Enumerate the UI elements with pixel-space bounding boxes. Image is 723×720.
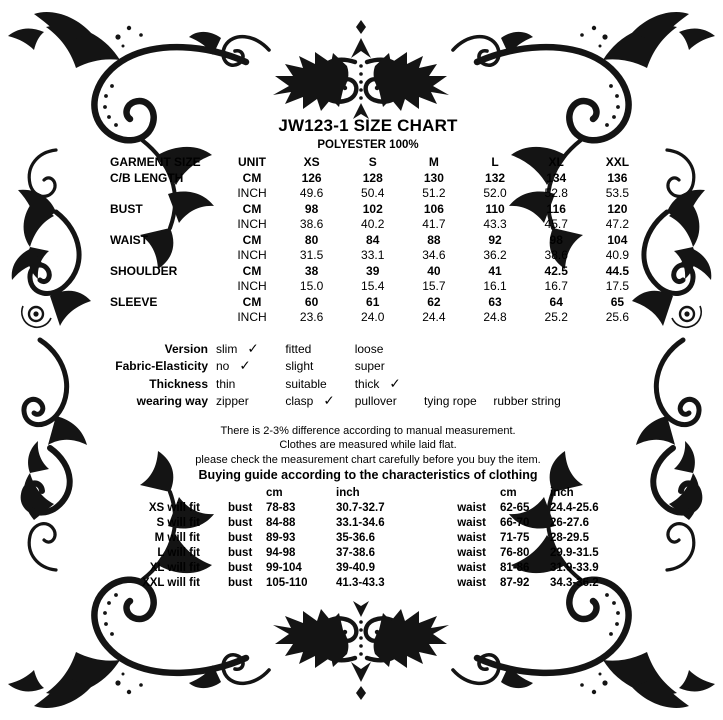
measurement-label: SHOULDER xyxy=(110,263,178,278)
size-table-row xyxy=(88,264,648,280)
check-mark: ✓ xyxy=(389,375,401,391)
unit-cell: INCH xyxy=(237,186,267,200)
bust-label: bust xyxy=(228,547,253,559)
option-label: pullover xyxy=(354,394,397,408)
waist-label: waist xyxy=(457,517,486,529)
check-mark: ✓ xyxy=(247,340,259,356)
value-cell-xl: 45.7 xyxy=(544,217,568,231)
measurement-label: SLEEVE xyxy=(110,294,158,309)
value-cell-s: 33.1 xyxy=(361,248,385,262)
waist-cm-range: 66-70 xyxy=(500,517,530,529)
characteristic-option xyxy=(355,340,421,359)
value-cell-s: 15.4 xyxy=(361,279,385,293)
waist-cm-range: 62-65 xyxy=(500,502,530,514)
characteristic-row xyxy=(88,375,648,393)
value-cell-xl: 52.8 xyxy=(544,186,568,200)
bust-cm-range: 89-93 xyxy=(266,532,296,544)
empty-cell xyxy=(416,486,494,501)
characteristic-option xyxy=(285,357,351,376)
fit-size-label: XXL will fit xyxy=(142,577,200,589)
chart-content xyxy=(88,116,648,591)
option-label: slight xyxy=(285,359,314,373)
value-cell-xs: 23.6 xyxy=(299,310,324,324)
waist-label: waist xyxy=(457,502,486,514)
characteristic-row xyxy=(88,392,648,410)
waist-cm-range: 71-75 xyxy=(500,532,530,544)
check-mark: ✓ xyxy=(239,358,251,373)
bust-label: bust xyxy=(228,517,253,529)
bust-inch-range: 37-38.6 xyxy=(336,547,376,559)
measurement-label xyxy=(88,186,223,202)
col-header-m: M xyxy=(428,155,439,169)
characteristic-options xyxy=(216,357,421,376)
value-cell-xs: 38 xyxy=(304,263,319,278)
characteristic-label: Fabric-Elasticity xyxy=(115,359,208,373)
empty-cell xyxy=(206,486,252,501)
value-cell-l: 43.3 xyxy=(483,217,507,231)
measurement-label xyxy=(88,248,223,264)
value-cell-m: 24.4 xyxy=(422,310,446,324)
bust-label: bust xyxy=(228,562,253,574)
measurement-label xyxy=(88,279,223,295)
value-cell-xs: 38.6 xyxy=(299,217,324,231)
value-cell-xxl: 40.9 xyxy=(605,248,630,262)
value-cell-s: 40.2 xyxy=(361,217,385,231)
option-label: rubber string xyxy=(493,394,561,408)
option-label: no xyxy=(216,359,230,373)
size-table-row xyxy=(88,310,648,326)
size-table-row xyxy=(88,279,648,295)
value-cell-s: 39 xyxy=(366,263,380,278)
value-cell-xl: 98 xyxy=(549,232,563,247)
unit-cell: INCH xyxy=(237,248,267,262)
value-cell-m: 40 xyxy=(427,263,441,278)
option-label: slim xyxy=(216,341,238,356)
value-cell-xs: 126 xyxy=(301,170,322,185)
empty-cell xyxy=(88,486,206,501)
characteristic-option xyxy=(355,392,421,411)
value-cell-l: 52.0 xyxy=(483,186,507,200)
page-title: JW123-1 SIZE CHART xyxy=(278,116,458,135)
value-cell-m: 106 xyxy=(423,201,444,216)
col-header-unit: UNIT xyxy=(238,155,266,169)
waist-inch-range: 29.9-31.5 xyxy=(550,547,599,559)
bust-cm-header: cm xyxy=(266,487,283,499)
value-cell-xs: 49.6 xyxy=(299,186,324,200)
bust-label: bust xyxy=(228,502,253,514)
waist-cm-header: cm xyxy=(500,487,517,499)
col-header-garment-size: GARMENT SIZE xyxy=(110,155,201,169)
check-mark: ✓ xyxy=(323,393,335,408)
fit-size-label: XL will fit xyxy=(149,562,200,574)
size-table-row xyxy=(88,186,648,202)
value-cell-s: 128 xyxy=(362,170,383,185)
characteristic-options xyxy=(216,340,421,359)
size-table-row xyxy=(88,248,648,264)
value-cell-s: 61 xyxy=(366,294,380,309)
value-cell-s: 84 xyxy=(366,232,380,247)
value-cell-l: 63 xyxy=(488,294,502,309)
waist-label: waist xyxy=(457,547,486,559)
bust-cm-range: 105-110 xyxy=(266,577,308,589)
characteristic-option xyxy=(355,357,421,376)
value-cell-xs: 31.5 xyxy=(299,248,324,262)
size-table-row xyxy=(88,171,648,187)
waist-inch-range: 31.9-33.9 xyxy=(550,562,599,574)
buying-guide-title: Buying guide according to the characteristics of clothing xyxy=(198,468,538,482)
value-cell-xxl: 65 xyxy=(610,294,625,309)
option-label: suitable xyxy=(285,376,327,391)
value-cell-xxl: 17.5 xyxy=(605,279,630,293)
value-cell-l: 24.8 xyxy=(483,310,507,324)
col-header-xl: XL xyxy=(548,155,564,169)
option-label: fitted xyxy=(285,341,312,356)
measurement-label xyxy=(88,310,223,326)
waist-label: waist xyxy=(457,532,486,544)
value-cell-s: 24.0 xyxy=(361,310,385,324)
value-cell-l: 41 xyxy=(488,263,502,278)
col-header-xxl: XXL xyxy=(605,155,630,169)
waist-cm-range: 81-86 xyxy=(500,562,530,574)
waist-inch-range: 34.3-36.2 xyxy=(550,577,599,589)
value-cell-xxl: 104 xyxy=(607,232,628,247)
note-line: please check the measurement chart carefully before you buy the item. xyxy=(195,453,541,466)
option-label: tying rope xyxy=(424,394,477,408)
top-center-ornament xyxy=(189,20,533,119)
bust-cm-range: 99-104 xyxy=(266,562,302,574)
value-cell-xxl: 25.6 xyxy=(605,310,630,324)
waist-inch-header: inch xyxy=(550,487,574,499)
value-cell-xxl: 44.5 xyxy=(605,263,630,278)
option-label: thin xyxy=(216,376,236,391)
value-cell-xl: 134 xyxy=(546,170,567,185)
fit-size-label: M will fit xyxy=(154,532,200,544)
unit-cell: CM xyxy=(242,263,262,278)
value-cell-xs: 98 xyxy=(304,201,319,216)
value-cell-l: 92 xyxy=(488,232,502,247)
unit-cell: CM xyxy=(242,201,262,216)
waist-inch-range: 28-29.5 xyxy=(550,532,590,544)
bust-cm-range: 94-98 xyxy=(266,547,296,559)
value-cell-xl: 116 xyxy=(546,201,566,216)
fit-size-label: XS will fit xyxy=(148,502,200,514)
waist-inch-range: 26-27.6 xyxy=(550,517,590,529)
bust-inch-header: inch xyxy=(336,487,360,499)
value-cell-l: 36.2 xyxy=(483,248,507,262)
bust-inch-range: 33.1-34.6 xyxy=(336,517,385,529)
value-cell-xl: 42.5 xyxy=(544,263,568,278)
value-cell-m: 15.7 xyxy=(422,279,446,293)
size-table-header-row xyxy=(88,155,648,171)
value-cell-xxl: 53.5 xyxy=(605,186,630,200)
value-cell-m: 88 xyxy=(427,232,441,247)
unit-cell: CM xyxy=(242,294,262,309)
value-cell-m: 130 xyxy=(423,170,444,185)
measurement-label: C/B LENGTH xyxy=(110,170,184,185)
characteristic-row xyxy=(88,357,648,375)
bust-inch-range: 39-40.9 xyxy=(336,562,376,574)
size-table-row xyxy=(88,202,648,218)
characteristic-row xyxy=(88,340,648,358)
bust-cm-range: 78-83 xyxy=(266,502,296,514)
size-table-row xyxy=(88,295,648,311)
value-cell-m: 41.7 xyxy=(422,217,446,231)
characteristic-options xyxy=(216,392,571,411)
note-line: Clothes are measured while laid flat. xyxy=(279,439,457,451)
value-cell-xl: 25.2 xyxy=(544,310,568,324)
value-cell-s: 102 xyxy=(362,201,383,216)
unit-cell: INCH xyxy=(237,279,267,293)
measurement-label xyxy=(88,217,223,233)
characteristic-option xyxy=(216,392,282,411)
value-cell-xl: 16.7 xyxy=(544,279,568,293)
col-header-xs: XS xyxy=(303,155,320,169)
unit-cell: CM xyxy=(242,170,262,185)
size-table-row xyxy=(88,233,648,249)
waist-cm-range: 76-80 xyxy=(500,547,530,559)
measurement-label: WAIST xyxy=(110,232,148,247)
fabric-subtitle: POLYESTER 100% xyxy=(317,139,419,151)
characteristic-option xyxy=(424,392,490,411)
value-cell-m: 51.2 xyxy=(422,186,446,200)
buying-guide-table xyxy=(88,486,648,591)
value-cell-xxl: 47.2 xyxy=(605,217,630,231)
characteristic-label: wearing way xyxy=(136,394,208,408)
note-line: There is 2-3% difference according to manual measurement. xyxy=(220,424,516,437)
characteristic-option xyxy=(285,375,351,394)
size-table xyxy=(88,155,648,326)
size-table-row xyxy=(88,217,648,233)
characteristic-option xyxy=(216,357,282,376)
bust-label: bust xyxy=(228,577,253,589)
value-cell-l: 132 xyxy=(485,170,506,185)
value-cell-s: 50.4 xyxy=(361,186,385,200)
unit-cell: CM xyxy=(242,232,262,247)
waist-label: waist xyxy=(457,562,486,574)
characteristic-option xyxy=(216,340,282,359)
bust-inch-range: 41.3-43.3 xyxy=(336,577,385,589)
option-label: clasp xyxy=(285,394,314,408)
value-cell-l: 110 xyxy=(485,201,505,216)
fit-size-label: L will fit xyxy=(157,547,200,559)
characteristic-option xyxy=(216,375,282,394)
value-cell-m: 62 xyxy=(427,294,441,309)
waist-label: waist xyxy=(457,577,486,589)
characteristic-option xyxy=(285,340,351,359)
characteristic-label: Version xyxy=(164,341,208,356)
bust-cm-range: 84-88 xyxy=(266,517,296,529)
bottom-center-ornament xyxy=(189,601,533,700)
bust-inch-range: 35-36.6 xyxy=(336,532,376,544)
value-cell-m: 34.6 xyxy=(422,248,446,262)
characteristic-option xyxy=(493,392,570,411)
value-cell-xl: 38.6 xyxy=(544,248,568,262)
measurement-notes xyxy=(88,424,648,468)
col-header-l: L xyxy=(491,155,499,169)
characteristic-options xyxy=(216,375,421,394)
value-cell-l: 16.1 xyxy=(483,279,507,293)
characteristic-label: Thickness xyxy=(149,376,208,391)
value-cell-xxl: 136 xyxy=(607,170,628,185)
value-cell-xl: 64 xyxy=(549,294,563,309)
unit-cell: INCH xyxy=(237,217,267,231)
option-label: zipper xyxy=(216,394,249,408)
characteristic-option xyxy=(285,392,351,411)
value-cell-xs: 80 xyxy=(304,232,319,247)
value-cell-xxl: 120 xyxy=(607,201,628,216)
option-label: super xyxy=(354,359,385,373)
col-header-s: S xyxy=(368,155,377,169)
left-edge-vine xyxy=(12,190,91,513)
value-cell-xs: 15.0 xyxy=(299,279,324,293)
value-cell-xs: 60 xyxy=(304,294,319,309)
bust-inch-range: 30.7-32.7 xyxy=(336,502,385,514)
characteristics-list xyxy=(88,340,648,410)
option-label: loose xyxy=(354,341,384,356)
bust-label: bust xyxy=(228,532,253,544)
characteristic-option xyxy=(355,375,421,394)
fit-size-label: S will fit xyxy=(156,517,200,529)
measurement-label: BUST xyxy=(110,201,143,216)
unit-cell: INCH xyxy=(237,310,267,324)
waist-inch-range: 24.4-25.6 xyxy=(550,502,599,514)
waist-cm-range: 87-92 xyxy=(500,577,530,589)
option-label: thick xyxy=(354,376,380,391)
